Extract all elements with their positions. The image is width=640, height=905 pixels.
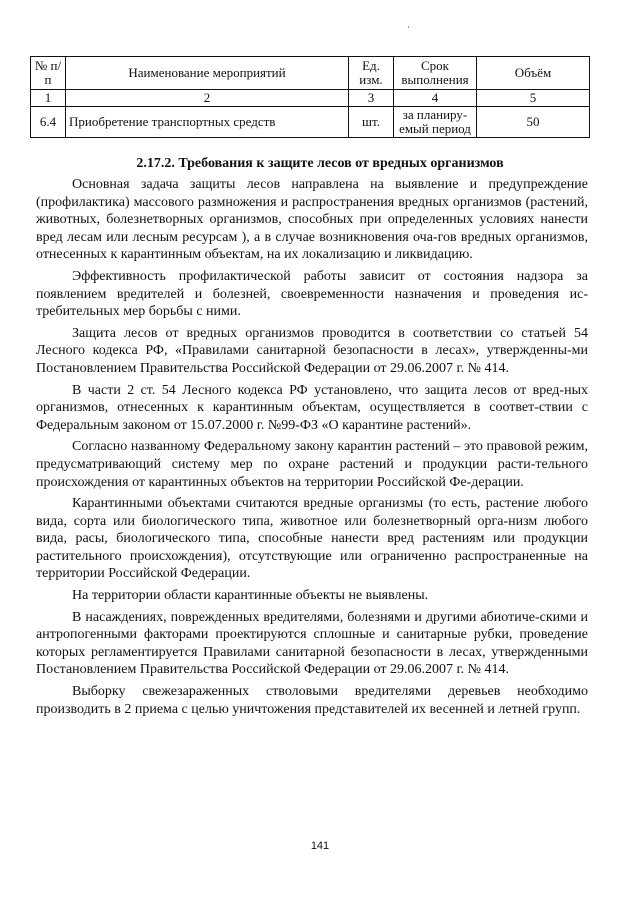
col-number: 4: [394, 90, 477, 107]
col-number: 1: [31, 90, 66, 107]
cell-num: 6.4: [31, 107, 66, 138]
paragraph: Защита лесов от вредных организмов проводится в соответствии со статьей 54 Лесного кодекса РФ, «Правилами санитарной безопасности в лесах», утвержденны-ми Постановлением Правительства Российской Федерации от 29.06.2007 г. № 414.: [36, 325, 588, 376]
paragraph: На территории области карантинные объекты не выявлены.: [72, 588, 429, 604]
col-number: 5: [477, 90, 590, 107]
paragraph: Карантинными объектами считаются вредные организмы (то есть, растение любого вида, сорта или биологического типа, животное или болезнетворный орга-низм любого вида, расы, биологического типа, способные нанести вред растениям или продукции растительного происхождения), отсутствующие или ограниченно распространенные на территории Российской Федерации.: [36, 496, 588, 582]
paragraph: В насаждениях, поврежденных вредителями, болезнями и другими абиотиче-скими и антропогенными факторами проектируются сплошные и санитарные рубки, проведение которых регламентируется Правилами санитарной безопасности в лесах, утвержденными Постановлением Правительства Российской Федерации от 29.06.2007 г. № 414.: [36, 609, 588, 678]
page-number: 141: [310, 840, 330, 852]
table-column-numbers-row: [31, 90, 590, 107]
header-unit: Ед. изм.: [349, 57, 394, 90]
paragraph: Выборку свежезараженных стволовыми вредителями деревьев необходимо производить в 2 приема с целью уничтожения представителей их весенней и летней групп.: [36, 684, 588, 717]
cell-volume: 50: [477, 107, 590, 138]
section-title: 2.17.2. Требования к защите лесов от вредных организмов: [136, 156, 504, 171]
col-number: 3: [349, 90, 394, 107]
measures-table: [30, 56, 590, 138]
cell-name: Приобретение транспортных средств: [66, 107, 349, 138]
cell-term: за планиру-емый период: [394, 107, 477, 138]
header-name: Наименование мероприятий: [66, 57, 349, 90]
table-header-row: [31, 57, 590, 90]
cell-unit: шт.: [349, 107, 394, 138]
paragraph: В части 2 ст. 54 Лесного кодекса РФ установлено, что защита лесов от вред-ных организмов, отнесенных к карантинным объектам, осуществляется в соответ-ствии с Федеральным законом от 15.07.2000 г. №99-ФЗ «О карантине растений».: [36, 382, 588, 433]
header-term: Срок выполнения: [394, 57, 477, 90]
paragraph: Эффективность профилактической работы зависит от состояния надзора за появлением вредителей и болезней, своевременности назначения и проведения ис-требительных мер борьбы с ними.: [36, 268, 588, 320]
paragraph: Согласно названному Федеральному закону карантин растений – это правовой режим, предусматривающий систему мер по охране растений и продукции расти-тельного происхождения от карантинных объектов на территории Российской Фе-дерации.: [36, 439, 588, 490]
body-text: [36, 176, 588, 722]
col-number: 2: [66, 90, 349, 107]
paragraph: Основная задача защиты лесов направлена на выявление и предупреждение (профилактика) массового размножения и распространения вредных организмов (растений, животных, болезнетворных организмов, способных при определенных условиях нанести вред лесам или лесным ресурсам ), а в случае возникновения оча-гов вредных организмов, отнесенных к карантинным объектам, на их локализацию и ликвидацию.: [36, 177, 588, 263]
header-volume: Объём: [477, 57, 590, 90]
scan-artifact: [408, 26, 409, 28]
header-num: № п/п: [31, 57, 66, 90]
table-row: [31, 107, 590, 138]
